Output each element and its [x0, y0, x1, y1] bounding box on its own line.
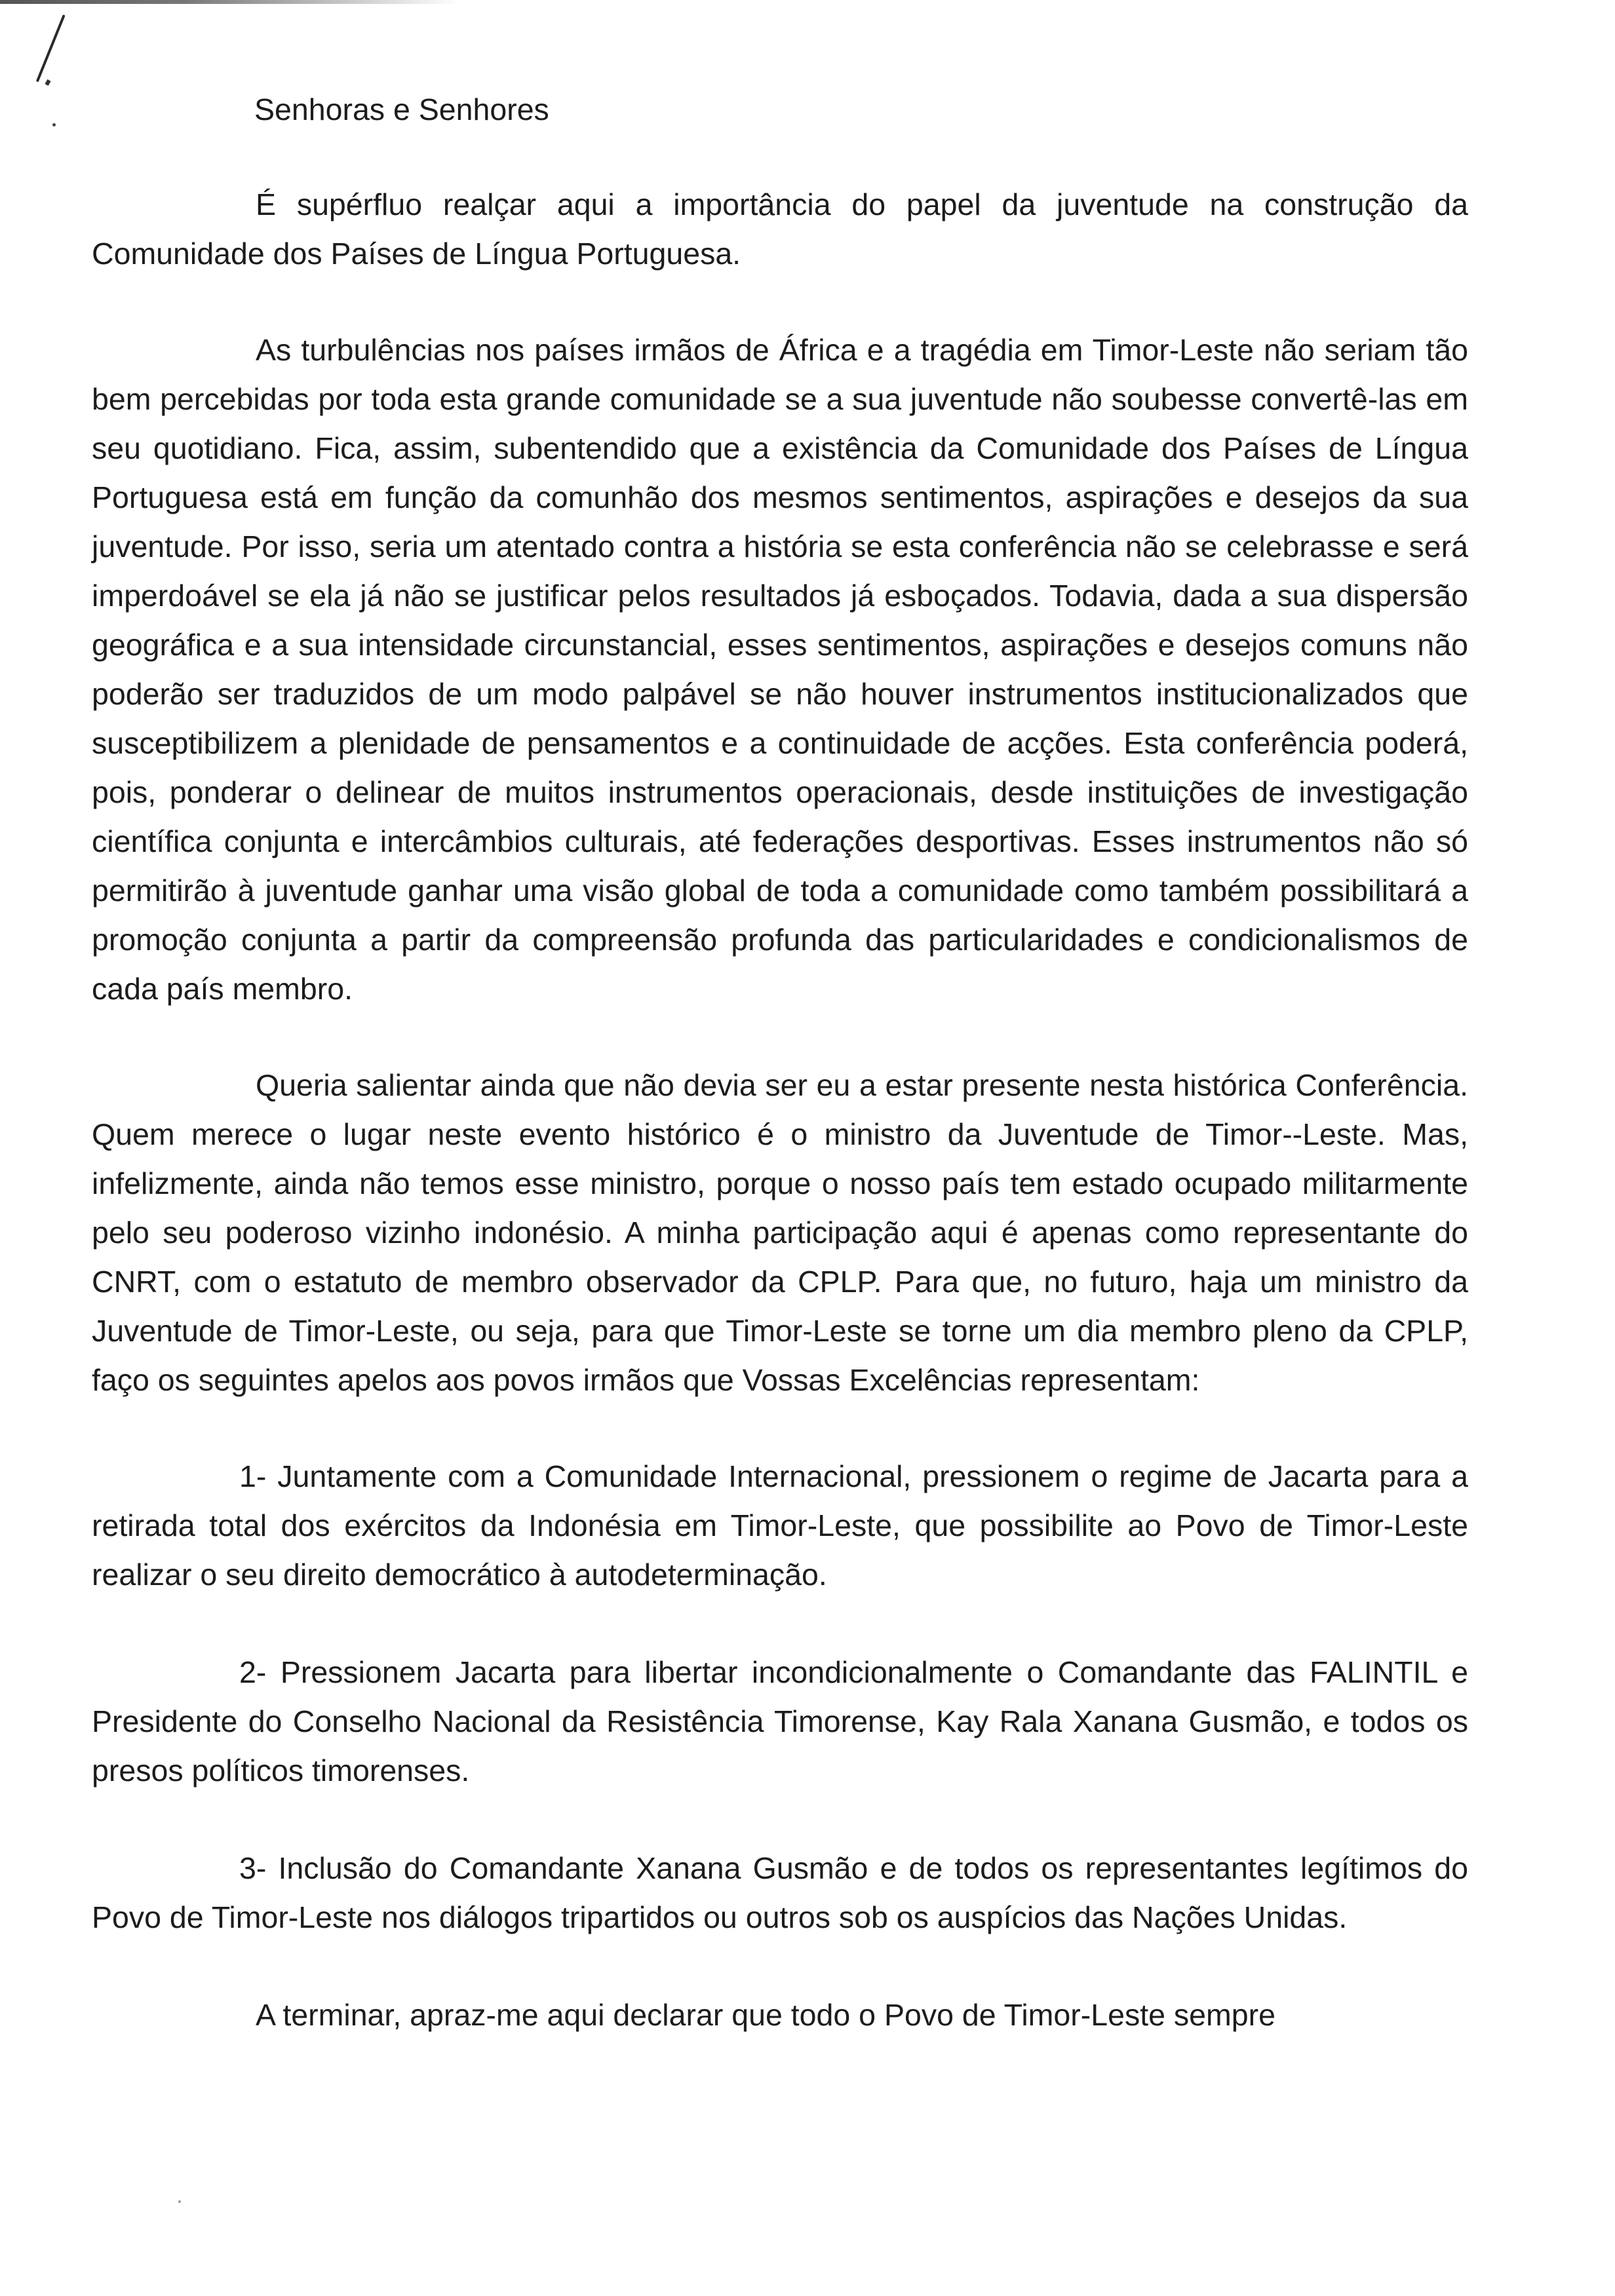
handwritten-slash-mark [36, 14, 66, 82]
paragraph-queria-salientar: Queria salientar ainda que não devia ser eu a estar presente nesta histórica Conferência. Quem merece o lugar neste evento histórico é o ministro da Juventude de Timor--Leste. Mas, infelizmente, ainda não temos esse ministro, porque o nosso país tem estado ocupado militarmente pelo seu poderoso vizinho indonésio. A minha participação aqui é apenas como representante do CNRT, com o estatuto de membro observador da CPLP. Para que, no futuro, haja um ministro da Juventude de Timor-Leste, ou seja, para que Timor-Leste se torne um dia membro pleno da CPLP, faço os seguintes apelos aos povos irmãos que Vossas Excelências representam: [92, 1068, 1468, 1397]
appeal-item-3: 3- Inclusão do Comandante Xanana Gusmão e de todos os representantes legítimos do Povo de Timor-Leste nos diálogos tripartidos ou outros sob os auspícios das Nações Unidas. [92, 1851, 1468, 1934]
scan-edge-mark [0, 0, 459, 4]
paragraph-intro: É supérfluo realçar aqui a importância do papel da juventude na construção da Comunidade dos Países de Língua Portuguesa. [92, 187, 1468, 271]
closing-paragraph: A terminar, apraz-me aqui declarar que todo o Povo de Timor-Leste sempre [256, 1998, 1275, 2032]
salutation: Senhoras e Senhores [254, 92, 549, 126]
paragraph-turbulencias: As turbulências nos países irmãos de África e a tragédia em Timor-Leste não seriam tão bem percebidas por toda esta grande comunidade se a sua juventude não soubesse convertê-las em seu quotidiano. Fica, assim, subentendido que a existência da Comunidade dos Países de Língua Portuguesa está em função da comunhão dos mesmos sentimentos, aspirações e desejos da sua juventude. Por isso, seria um atentado contra a história se esta conferência não se celebrasse e será imperdoável se ela já não se justificar pelos resultados já esboçados. Todavia, dada a sua dispersão geográfica e a sua intensidade circunstancial, esses sentimentos, aspirações e desejos comuns não poderão ser traduzidos de um modo palpável se não houver instrumentos institucionalizados que susceptibilizem a plenidade de pensamentos e a continuidade de acções. Esta conferência poderá, pois, ponderar o delinear de muitos instrumentos operacionais, desde instituições de investigação científica conjunta e intercâmbios culturais, até federações desportivas. Esses instrumentos não só permitirão à juventude ganhar uma visão global de toda a comunidade como também possibilitará a promoção conjunta a partir da compreensão profunda das particularidades e condicionalismos de cada país membro. [92, 333, 1468, 1006]
appeal-item-1: 1- Juntamente com a Comunidade Internacional, pressionem o regime de Jacarta para a retirada total dos exércitos da Indonésia em Timor-Leste, que possibilite ao Povo de Timor-Leste realizar o seu direito democrático à autodeterminação. [92, 1459, 1468, 1592]
ink-speck [45, 79, 50, 86]
ink-speck [52, 123, 56, 126]
document-body [92, 85, 1468, 2040]
appeal-item-2: 2- Pressionem Jacarta para libertar incondicionalmente o Comandante das FALINTIL e Presidente do Conselho Nacional da Resistência Timorense, Kay Rala Xanana Gusmão, e todos os presos políticos timorenses. [92, 1655, 1468, 1788]
ink-speck [178, 2200, 181, 2203]
